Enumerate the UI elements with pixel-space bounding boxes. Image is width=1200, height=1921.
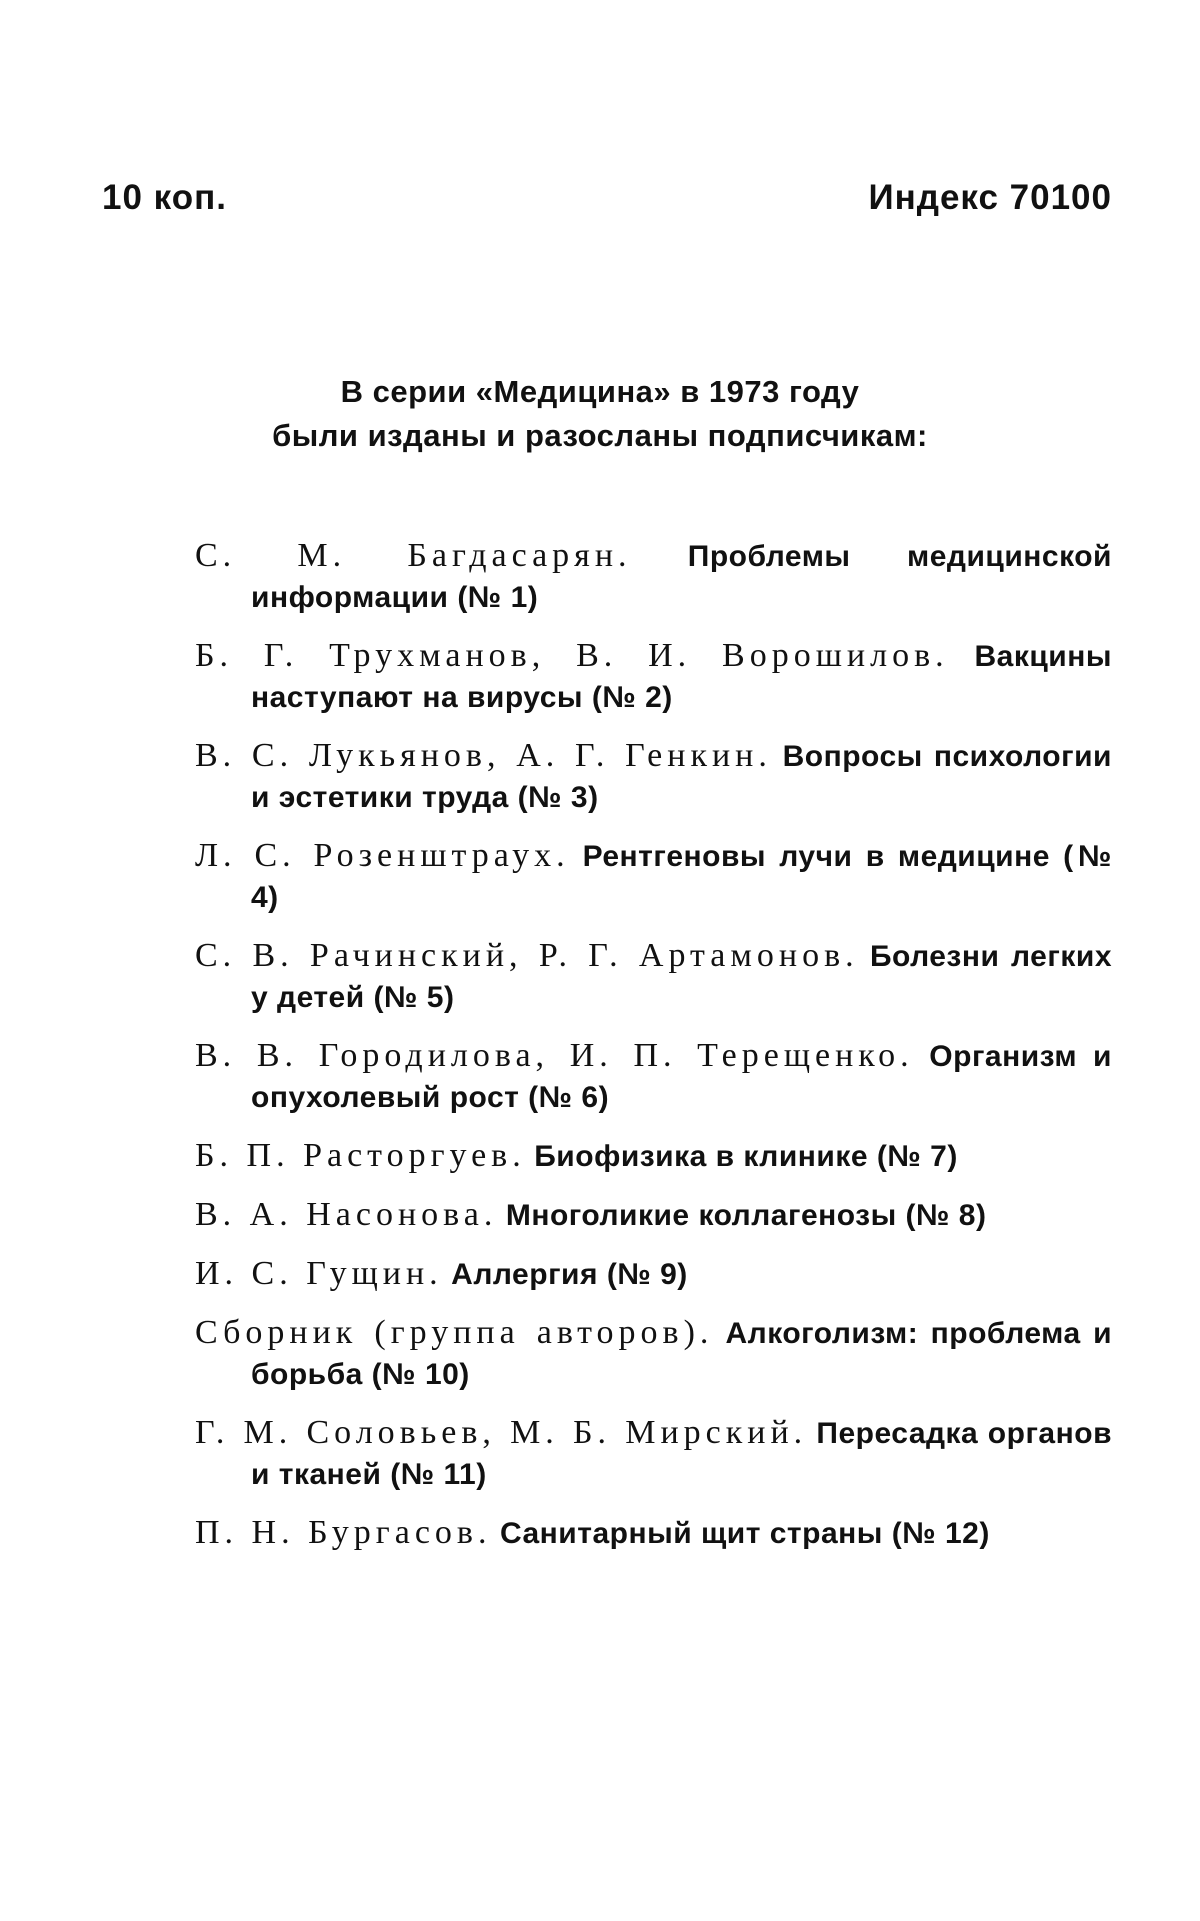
entry-author: В. В. Городилова, И. П. Терещенко. — [195, 1037, 914, 1074]
list-item — [195, 536, 1112, 618]
entry-author: Б. П. Расторгуев. — [195, 1137, 526, 1174]
entry-title: Болезни легких у детей (№ 5) — [251, 940, 1113, 1014]
list-item — [195, 1036, 1112, 1118]
list-item — [195, 1195, 1112, 1236]
list-item — [195, 1313, 1112, 1395]
list-item — [195, 1136, 1112, 1177]
entry-author: В. С. Лукьянов, А. Г. Генкин. — [195, 737, 772, 774]
list-item — [195, 1413, 1112, 1495]
entry-author: С. М. Багдасарян. — [195, 537, 632, 574]
entry-title: Биофизика в клинике (№ 7) — [534, 1140, 958, 1173]
list-item — [195, 1513, 1112, 1554]
list-item — [195, 936, 1112, 1018]
entry-author: В. А. Насонова. — [195, 1196, 498, 1233]
entry-title: Алкоголизм: проблема и борьба (№ 10) — [251, 1317, 1113, 1391]
list-item — [195, 1254, 1112, 1295]
index-label: Индекс 70100 — [868, 178, 1112, 217]
entry-title: Санитарный щит страны (№ 12) — [499, 1517, 990, 1550]
entry-title: Проблемы медицинской информации (№ 1) — [251, 540, 1112, 614]
entry-author: Г. М. Соловьев, М. Б. Мирский. — [195, 1414, 808, 1451]
list-item — [195, 836, 1112, 918]
publication-list — [195, 536, 1112, 1572]
entry-author: И. С. Гущин. — [195, 1255, 443, 1292]
entry-author: П. Н. Бургасов. — [195, 1514, 492, 1551]
entry-author: Л. С. Розенштраух. — [195, 837, 570, 874]
entry-author: Сборник (группа авторов). — [195, 1314, 714, 1351]
price-label: 10 коп. — [102, 178, 227, 217]
list-item — [195, 636, 1112, 718]
heading-line-2: были изданы и разосланы подписчикам: — [272, 418, 928, 453]
series-heading — [0, 370, 1200, 458]
entry-title: Вопросы психологии и эстетики труда (№ 3) — [251, 740, 1112, 814]
entry-title: Аллергия (№ 9) — [451, 1258, 688, 1291]
list-item — [195, 736, 1112, 818]
entry-title: Многоликие коллагенозы (№ 8) — [505, 1199, 987, 1232]
entry-title: Пересадка органов и тканей (№ 11) — [251, 1417, 1113, 1491]
entry-author: Б. Г. Трухманов, В. И. Ворошилов. — [195, 637, 949, 674]
page-header — [102, 178, 1112, 218]
entry-title: Организм и опухолевый рост (№ 6) — [251, 1040, 1112, 1114]
entry-title: Вакцины наступают на вирусы (№ 2) — [251, 640, 1112, 714]
entry-author: С. В. Рачинский, Р. Г. Артамонов. — [195, 937, 859, 974]
entry-title: Рентгеновы лучи в медицине (№ 4) — [251, 840, 1113, 914]
heading-line-1: В серии «Медицина» в 1973 году — [340, 374, 860, 409]
